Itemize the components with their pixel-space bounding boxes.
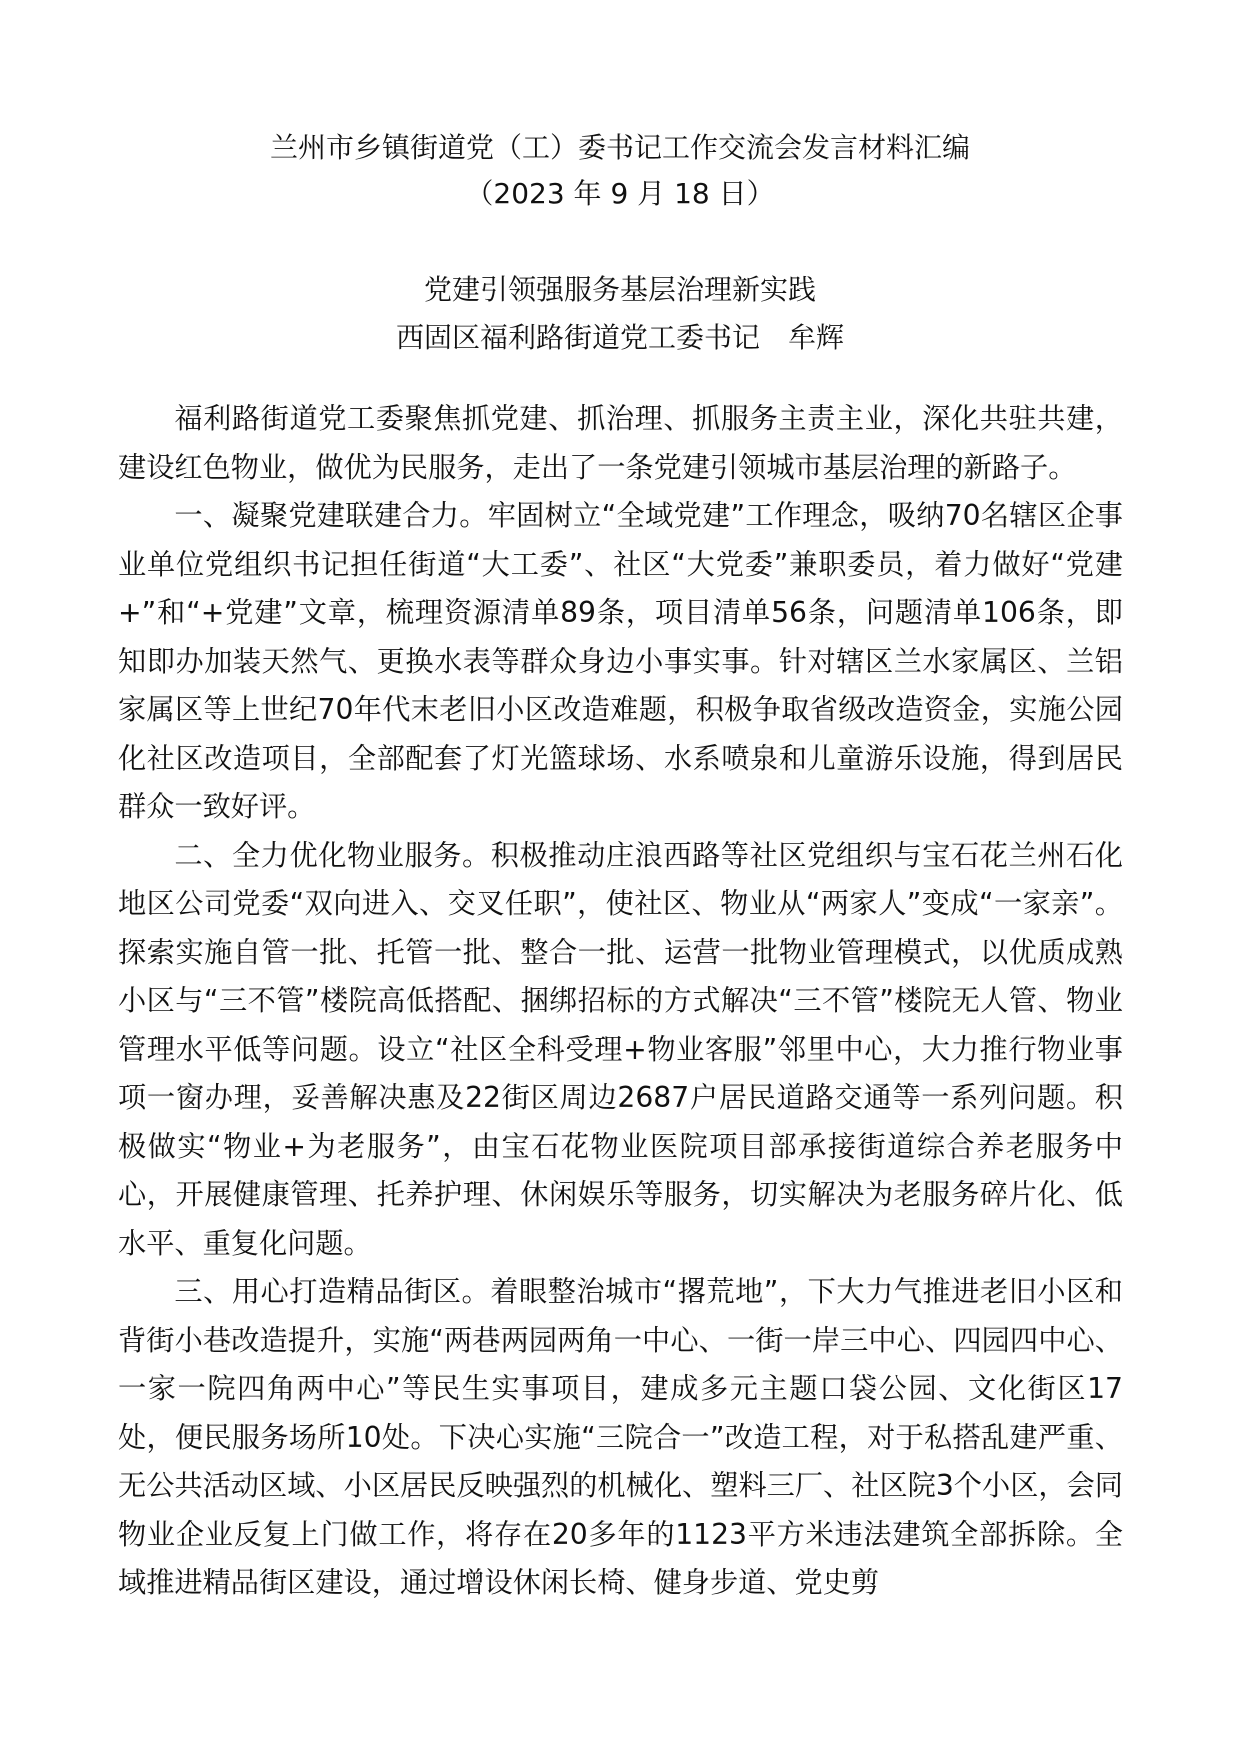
document-title: 兰州市乡镇街道党（工）委书记工作交流会发言材料汇编 <box>269 131 970 164</box>
paragraph-section-1: 一、凝聚党建联建合力。牢固树立“全域党建”工作理念，吸纳70名辖区企事业单位党组织书记担任街道“大工委”、社区“大党委”兼职委员，着力做好“党建+”和“+党建”文章，梳理资源清单89条，项目清单56条，问题清单106条，即知即办加装天然气、更换水表等群众身边小事实事。针对辖区兰水家属区、兰铝家属区等上世纪70年代末老旧小区改造难题，积极争取省级改造资金，实施公园化社区改造项目，全部配套了灯光篮球场、水系喷泉和儿童游乐设施，得到居民群众一致好评。 <box>118 499 1123 823</box>
speech-body <box>118 395 1123 1608</box>
paragraph-section-3: 三、用心打造精品街区。着眼整治城市“撂荒地”，下大力气推进老旧小区和背街小巷改造提升，实施“两巷两园两角一中心、一街一岸三中心、四园四中心、一家一院四角两中心”等民生实事项目，建成多元主题口袋公园、文化街区17处，便民服务场所10处。下决心实施“三院合一”改造工程，对于私搭乱建严重、无公共活动区域、小区居民反映强烈的机械化、塑料三厂、社区院3个小区，会同物业企业反复上门做工作，将存在20多年的1123平方米违法建筑全部拆除。全域推进精品街区建设，通过增设休闲长椅、健身步道、党史剪 <box>118 1275 1123 1599</box>
paragraph-intro: 福利路街道党工委聚焦抓党建、抓治理、抓服务主责主业，深化共驻共建，建设红色物业，做优为民服务，走出了一条党建引领城市基层治理的新路子。 <box>118 402 1123 484</box>
speech-title: 党建引领强服务基层治理新实践 <box>423 273 816 306</box>
paragraph-section-2: 二、全力优化物业服务。积极推动庄浪西路等社区党组织与宝石花兰州石化地区公司党委“双向进入、交叉任职”，使社区、物业从“两家人”变成“一家亲”。探索实施自管一批、托管一批、整合一批、运营一批物业管理模式，以优质成熟小区与“三不管”楼院高低搭配、捆绑招标的方式解决“三不管”楼院无人管、物业管理水平低等问题。设立“社区全科受理+物业客服”邻里中心，大力推行物业事项一窗办理，妥善解决惠及22街区周边2687户居民道路交通等一系列问题。积极做实“物业+为老服务”，由宝石花物业医院项目部承接街道综合养老服务中心，开展健康管理、托养护理、休闲娱乐等服务，切实解决为老服务碎片化、低水平、重复化问题。 <box>118 838 1123 1260</box>
document-date: （2023 年 9 月 18 日） <box>465 177 775 210</box>
speaker-line: 西固区福利路街道党工委书记 牟辉 <box>395 321 844 354</box>
